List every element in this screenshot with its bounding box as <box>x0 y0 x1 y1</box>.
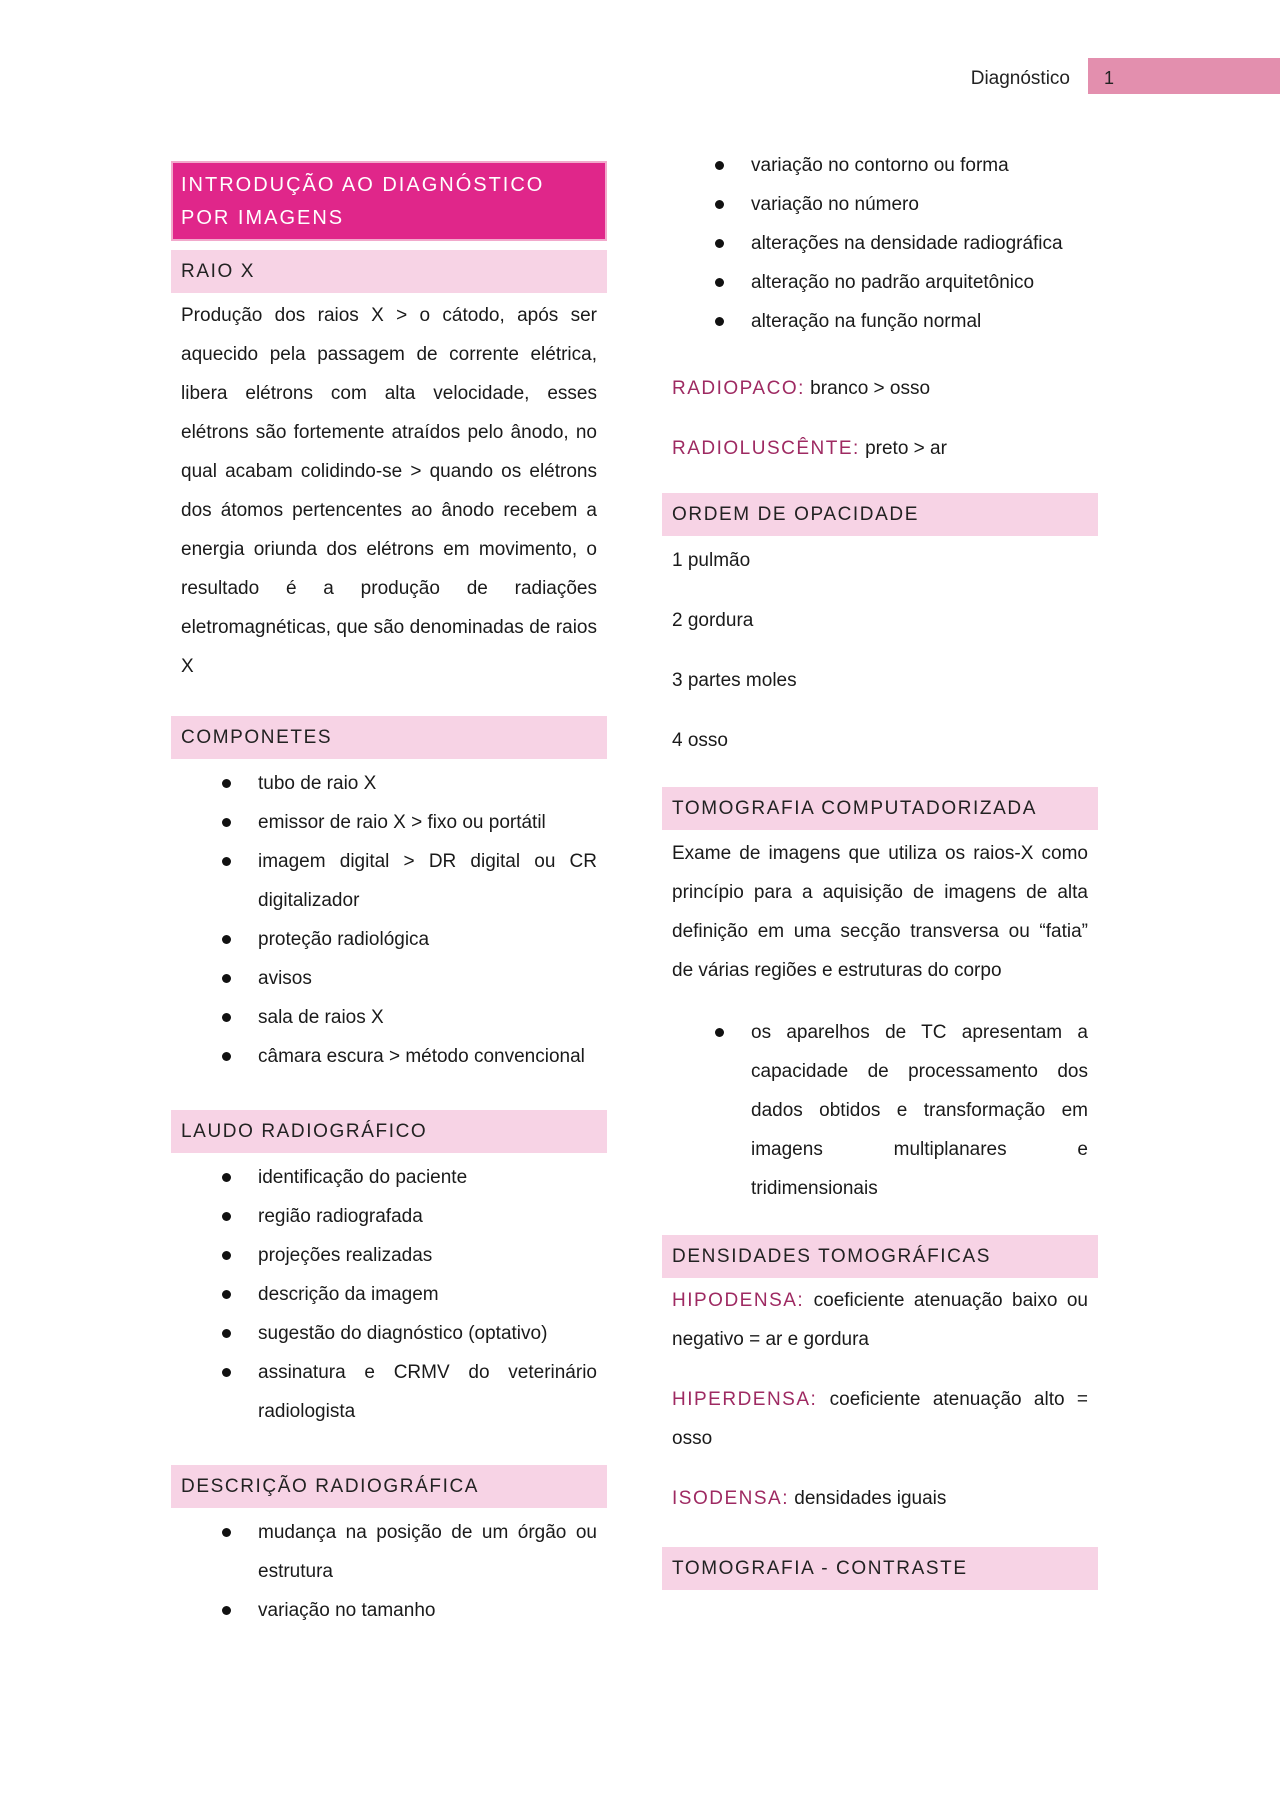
hipodensa-label: HIPODENSA: <box>672 1290 805 1311</box>
laudo-list <box>258 1158 597 1431</box>
list-item: identificação do paciente <box>258 1158 597 1197</box>
list-item: alteração no padrão arquitetônico <box>751 263 1088 302</box>
bullet-icon <box>715 239 724 248</box>
bullet-icon <box>222 1212 231 1221</box>
bullet-icon <box>715 278 724 287</box>
bullet-icon <box>222 1173 231 1182</box>
ordem-item-1: 1 pulmão <box>672 550 751 571</box>
page-number-box <box>1088 58 1280 94</box>
list-item: projeções realizadas <box>258 1236 597 1275</box>
tomografia-paragraph: Exame de imagens que utiliza os raios-X como princípio para a aquisição de imagens de alta definição em uma secção transversa ou “fatia” de várias regiões e estruturas do corpo <box>672 843 1088 981</box>
bullet-icon <box>222 1329 231 1338</box>
list-item: variação no número <box>751 185 1088 224</box>
section-heading-contraste: TOMOGRAFIA - CONTRASTE <box>662 1547 1098 1590</box>
list-item: câmara escura > método convencional <box>258 1037 597 1076</box>
section-heading-descricao: DESCRIÇÃO RADIOGRÁFICA <box>171 1465 607 1508</box>
page-number: 1 <box>1104 68 1115 88</box>
page-header-title: Diagnóstico <box>970 68 1070 89</box>
bullet-icon <box>222 935 231 944</box>
bullet-icon <box>222 1290 231 1299</box>
ordem-item-2: 2 gordura <box>672 610 754 631</box>
bullet-icon <box>222 1368 231 1377</box>
isodensa-line <box>672 1479 1088 1518</box>
bullet-icon <box>222 1013 231 1022</box>
componentes-list <box>258 764 597 1076</box>
bullet-icon <box>222 974 231 983</box>
list-item: mudança na posição de um órgão ou estrutura <box>258 1513 597 1591</box>
bullet-icon <box>222 818 231 827</box>
list-item: sugestão do diagnóstico (optativo) <box>258 1314 597 1353</box>
radioluscente-line <box>672 429 1088 468</box>
list-item: proteção radiológica <box>258 920 597 959</box>
section-heading-densidades: DENSIDADES TOMOGRÁFICAS <box>662 1235 1098 1278</box>
list-item: avisos <box>258 959 597 998</box>
bullet-icon <box>715 161 724 170</box>
section-heading-raio-x: RAIO X <box>171 250 607 293</box>
bullet-icon <box>222 779 231 788</box>
list-item: tubo de raio X <box>258 764 597 803</box>
list-item: sala de raios X <box>258 998 597 1037</box>
list-item: descrição da imagem <box>258 1275 597 1314</box>
radiopaco-text: branco > osso <box>810 378 931 399</box>
radiopaco-line <box>672 369 1088 408</box>
bullet-icon <box>715 200 724 209</box>
radiopaco-label: RADIOPACO: <box>672 378 805 399</box>
hiperdensa-paragraph <box>672 1380 1088 1458</box>
bullet-icon <box>222 1606 231 1615</box>
list-item: os aparelhos de TC apresentam a capacidade de processamento dos dados obtidos e transformação em imagens multiplanares e tridimensionais <box>751 1013 1088 1208</box>
bullet-icon <box>715 317 724 326</box>
list-item: alterações na densidade radiográfica <box>751 224 1088 263</box>
isodensa-text: densidades iguais <box>794 1488 947 1509</box>
bullet-icon <box>715 1028 724 1037</box>
radioluscente-text: preto > ar <box>865 438 947 459</box>
bullet-icon <box>222 1052 231 1061</box>
section-heading-componentes: COMPONETES <box>171 716 607 759</box>
hipodensa-text: coeficiente atenuação baixo ou negativo = ar e gordura <box>672 1290 1088 1350</box>
descricao-list <box>258 1513 597 1630</box>
ordem-item-4: 4 osso <box>672 730 728 751</box>
bullet-icon <box>222 1251 231 1260</box>
isodensa-label: ISODENSA: <box>672 1488 789 1509</box>
list-item: imagem digital > DR digital ou CR digitalizador <box>258 842 597 920</box>
raio-x-paragraph: Produção dos raios X > o cátodo, após ser aquecido pela passagem de corrente elétrica, libera elétrons com alta velocidade, esses elétrons são fortemente atraídos pelo ânodo, no qual acabam colidindo-se > quando os elétrons dos átomos pertencentes ao ânodo recebem a energia oriunda dos elétrons em movimento, o resultado é a produção de radiações eletromagnéticas, que são denominadas de raios X <box>181 305 597 677</box>
list-item: variação no tamanho <box>258 1591 597 1630</box>
tomografia-list <box>751 1013 1088 1208</box>
descricao-continued-list <box>751 146 1088 341</box>
hiperdensa-label: HIPERDENSA: <box>672 1389 818 1410</box>
list-item: região radiografada <box>258 1197 597 1236</box>
section-heading-tomografia: TOMOGRAFIA COMPUTADORIZADA <box>662 787 1098 830</box>
list-item: alteração na função normal <box>751 302 1088 341</box>
section-heading-laudo: LAUDO RADIOGRÁFICO <box>171 1110 607 1153</box>
bullet-icon <box>222 857 231 866</box>
list-item: emissor de raio X > fixo ou portátil <box>258 803 597 842</box>
list-item: assinatura e CRMV do veterinário radiologista <box>258 1353 597 1431</box>
ordem-item-3: 3 partes moles <box>672 670 797 691</box>
radioluscente-label: RADIOLUSCÊNTE: <box>672 438 860 459</box>
list-item: variação no contorno ou forma <box>751 146 1088 185</box>
bullet-icon <box>222 1528 231 1537</box>
hiperdensa-text: coeficiente atenuação alto = osso <box>672 1389 1088 1449</box>
hipodensa-paragraph <box>672 1281 1088 1359</box>
section-heading-ordem: ORDEM DE OPACIDADE <box>662 493 1098 536</box>
main-title: INTRODUÇÃO AO DIAGNÓSTICO POR IMAGENS <box>171 161 607 241</box>
